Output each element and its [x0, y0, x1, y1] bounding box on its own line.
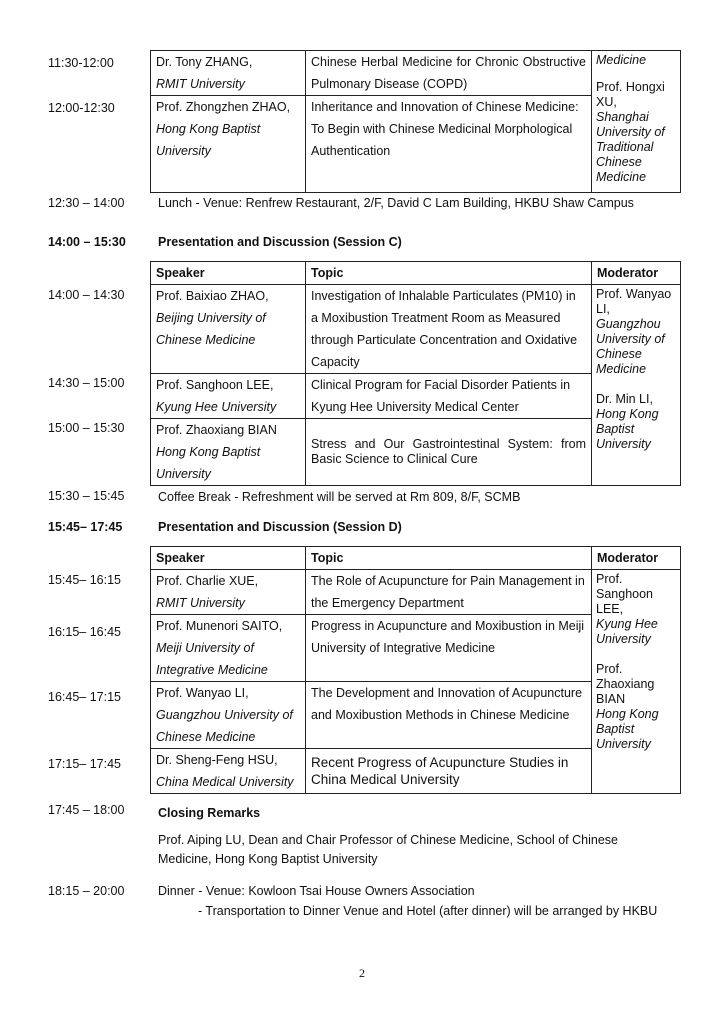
time-slot: 12:30 – 14:00 [48, 196, 125, 210]
session-d-table [150, 546, 681, 794]
moderator-name: Prof. Wanyao LI, [596, 287, 672, 316]
column-header: Speaker [151, 262, 306, 285]
speaker-affiliation: Hong Kong Baptist University [156, 445, 261, 481]
dinner-venue: Dinner - Venue: Kowloon Tsai House Owners Association [158, 884, 475, 898]
column-header: Topic [306, 547, 592, 570]
table-header-row [151, 262, 681, 285]
speaker-affiliation: Meiji University of Integrative Medicine [156, 641, 268, 677]
moderator-affiliation: Shanghai University of Traditional Chinese Medicine [596, 110, 665, 184]
topic: Progress in Acupuncture and Moxibustion in Meiji University of Integrative Medicine [306, 615, 592, 682]
speaker-name: Prof. Zhaoxiang BIAN [156, 423, 277, 437]
closing-title: Closing Remarks [158, 806, 261, 820]
time-slot: 14:00 – 14:30 [48, 288, 125, 302]
column-header: Moderator [592, 547, 681, 570]
topic: Recent Progress of Acupuncture Studies in China Medical University [306, 749, 592, 794]
session-time: 15:45– 17:45 [48, 520, 123, 534]
topic: Investigation of Inhalable Particulates (PM10) in a Moxibustion Treatment Room as Measured through Particulate Concentration and Oxidative Capacity [306, 285, 592, 374]
schedule-table-continued [150, 50, 681, 193]
table-header-row [151, 547, 681, 570]
speaker-affiliation: RMIT University [156, 77, 245, 91]
coffee-break-info: Coffee Break - Refreshment will be served at Rm 809, 8/F, SCMB [158, 490, 521, 504]
moderator-name: Prof. Sanghoon LEE, [596, 572, 654, 616]
page-number: 2 [359, 966, 365, 980]
moderator-affiliation: Hong Kong Baptist University [596, 707, 659, 751]
moderator-cell [592, 285, 681, 486]
session-title: Presentation and Discussion (Session C) [158, 235, 402, 249]
speaker-name: Prof. Munenori SAITO, [156, 619, 283, 633]
time-slot: 18:15 – 20:00 [48, 884, 125, 898]
speaker-affiliation: Beijing University of Chinese Medicine [156, 311, 266, 347]
session-time: 14:00 – 15:30 [48, 235, 126, 249]
topic: Chinese Herbal Medicine for Chronic Obstructive Pulmonary Disease (COPD) [306, 51, 592, 96]
speaker-affiliation: RMIT University [156, 596, 245, 610]
speaker-name: Prof. Baixiao ZHAO, [156, 289, 269, 303]
moderator-affiliation: Medicine [596, 53, 647, 67]
speaker-name: Prof. Wanyao LI, [156, 686, 249, 700]
speaker-name: Prof. Zhongzhen ZHAO, [156, 100, 291, 114]
speaker-name: Dr. Sheng-Feng HSU, [156, 753, 278, 767]
time-slot: 15:00 – 15:30 [48, 421, 125, 435]
moderator-affiliation: Hong Kong Baptist University [596, 407, 659, 451]
column-header: Moderator [592, 262, 681, 285]
time-slot: 11:30-12:00 [48, 56, 114, 70]
time-slot: 16:15– 16:45 [48, 625, 121, 639]
time-slot: 17:15– 17:45 [48, 757, 121, 771]
topic: Stress and Our Gastrointestinal System: from Basic Science to Clinical Cure [306, 419, 592, 486]
speaker-affiliation: China Medical University [156, 775, 294, 789]
speaker-affiliation: Guangzhou University of Chinese Medicine [156, 708, 293, 744]
time-slot: 12:00-12:30 [48, 101, 115, 115]
topic: The Development and Innovation of Acupuncture and Moxibustion Methods in Chinese Medicine [306, 682, 592, 749]
table-row [151, 285, 681, 374]
moderator-affiliation: Guangzhou University of Chinese Medicine [596, 317, 665, 376]
table-row [151, 570, 681, 615]
speaker-affiliation: Hong Kong Baptist University [156, 122, 261, 158]
moderator-name: Prof. Zhaoxiang BIAN [596, 662, 655, 706]
dinner-transport: - Transportation to Dinner Venue and Hotel (after dinner) will be arranged by HKBU [198, 904, 658, 918]
session-title: Presentation and Discussion (Session D) [158, 520, 402, 534]
time-slot: 15:45– 16:15 [48, 573, 121, 587]
speaker-name: Prof. Sanghoon LEE, [156, 378, 274, 392]
moderator-cell [592, 570, 681, 794]
time-slot: 17:45 – 18:00 [48, 803, 125, 817]
moderator-affiliation: Kyung Hee University [596, 617, 658, 646]
table-row [151, 51, 681, 96]
topic: Clinical Program for Facial Disorder Patients in Kyung Hee University Medical Center [306, 374, 592, 419]
speaker-name: Prof. Charlie XUE, [156, 574, 259, 588]
column-header: Speaker [151, 547, 306, 570]
moderator-name: Prof. Hongxi XU, [596, 80, 665, 109]
moderator-name: Dr. Min LI, [596, 392, 653, 406]
speaker-name: Dr. Tony ZHANG, [156, 55, 253, 69]
closing-speaker-line: Prof. Aiping LU, Dean and Chair Professor of Chinese Medicine, School of Chinese [158, 833, 618, 847]
time-slot: 14:30 – 15:00 [48, 376, 125, 390]
session-c-table [150, 261, 681, 486]
column-header: Topic [306, 262, 592, 285]
topic: Inheritance and Innovation of Chinese Medicine: To Begin with Chinese Medicinal Morphological Authentication [306, 96, 592, 193]
moderator-cell [592, 51, 681, 193]
lunch-info: Lunch - Venue: Renfrew Restaurant, 2/F, David C Lam Building, HKBU Shaw Campus [158, 196, 634, 210]
closing-speaker-line: Medicine, Hong Kong Baptist University [158, 852, 378, 866]
speaker-affiliation: Kyung Hee University [156, 400, 277, 414]
time-slot: 15:30 – 15:45 [48, 489, 125, 503]
time-slot: 16:45– 17:15 [48, 690, 121, 704]
topic: The Role of Acupuncture for Pain Management in the Emergency Department [306, 570, 592, 615]
